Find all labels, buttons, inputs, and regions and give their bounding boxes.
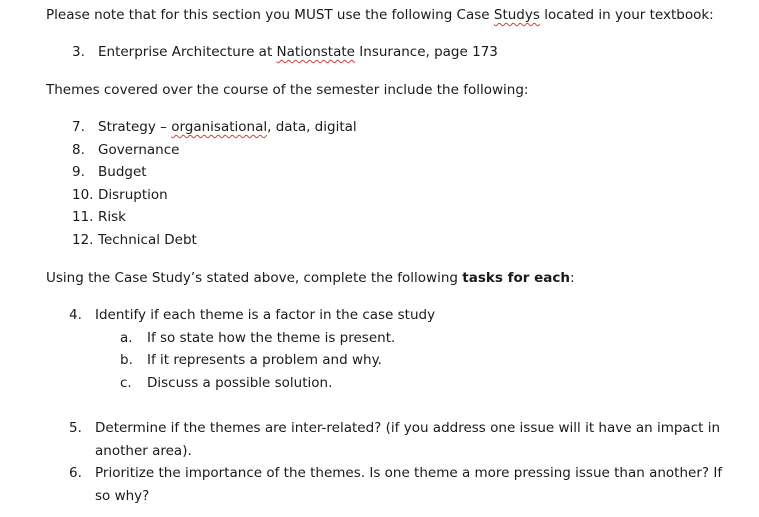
task-list-item [69,419,720,437]
task-number: 4. [69,307,82,323]
theme-list-item [72,163,147,181]
case-item-text-after: Insurance, page 173 [354,44,498,60]
subitem-letter: b. [120,352,133,368]
case-list-item [72,43,498,61]
intro-text-misspelled: Studys [493,7,540,23]
intro-text-after: located in your textbook: [539,7,714,23]
task-text-line1: Prioritize the importance of the themes. Is one theme a more pressing issue than another? If [95,465,723,481]
theme-number: 8. [72,142,85,158]
theme-list-item [72,186,168,204]
task-number: 6. [69,465,82,481]
theme-number: 12. [72,232,94,248]
theme-text: Risk [98,209,126,225]
task-continuation: another area). [95,443,192,459]
theme-list-item [72,231,197,249]
theme-text-after: , data, digital [267,119,357,135]
intro-paragraph [46,6,714,24]
tasks-intro-after: : [569,270,575,286]
theme-text: Technical Debt [98,232,197,248]
tasks-intro-before: Using the Case Study’s stated above, complete the following [46,270,463,286]
theme-list-item [72,118,357,136]
case-item-text-misspelled: Nationstate [276,44,355,60]
task-text: Identify if each theme is a factor in the case study [95,307,436,323]
subitem-text: If it represents a problem and why. [147,352,382,368]
task-subitem [120,329,395,347]
intro-text-before: Please note that for this section you MUST use the following Case [46,7,494,23]
task-list-item [69,464,722,482]
task-continuation: so why? [95,488,150,504]
themes-intro: Themes covered over the course of the semester include the following: [46,82,529,98]
task-text-line1: Determine if the themes are inter-related? (if you address one issue will it have an impact in [95,420,721,436]
subitem-letter: c. [120,375,132,391]
theme-text: Governance [98,142,180,158]
theme-number: 9. [72,164,85,180]
theme-text-misspelled: organisational [171,119,268,135]
subitem-text: If so state how the theme is present. [147,330,396,346]
case-item-number: 3. [72,44,85,60]
task-list-item [69,306,435,324]
task-subitem [120,351,382,369]
theme-list-item [72,141,179,159]
theme-number: 10. [72,187,94,203]
theme-text: Disruption [98,187,168,203]
case-item-text-before: Enterprise Architecture at [98,44,277,60]
theme-text-before: Strategy – [98,119,172,135]
task-subitem [120,374,332,392]
theme-text: Budget [98,164,147,180]
task-number: 5. [69,420,82,436]
theme-number: 11. [72,209,94,225]
subitem-letter: a. [120,330,133,346]
tasks-intro [46,269,575,287]
subitem-text: Discuss a possible solution. [147,375,333,391]
tasks-intro-bold: tasks for each [462,270,570,286]
theme-number: 7. [72,119,85,135]
theme-list-item [72,208,126,226]
